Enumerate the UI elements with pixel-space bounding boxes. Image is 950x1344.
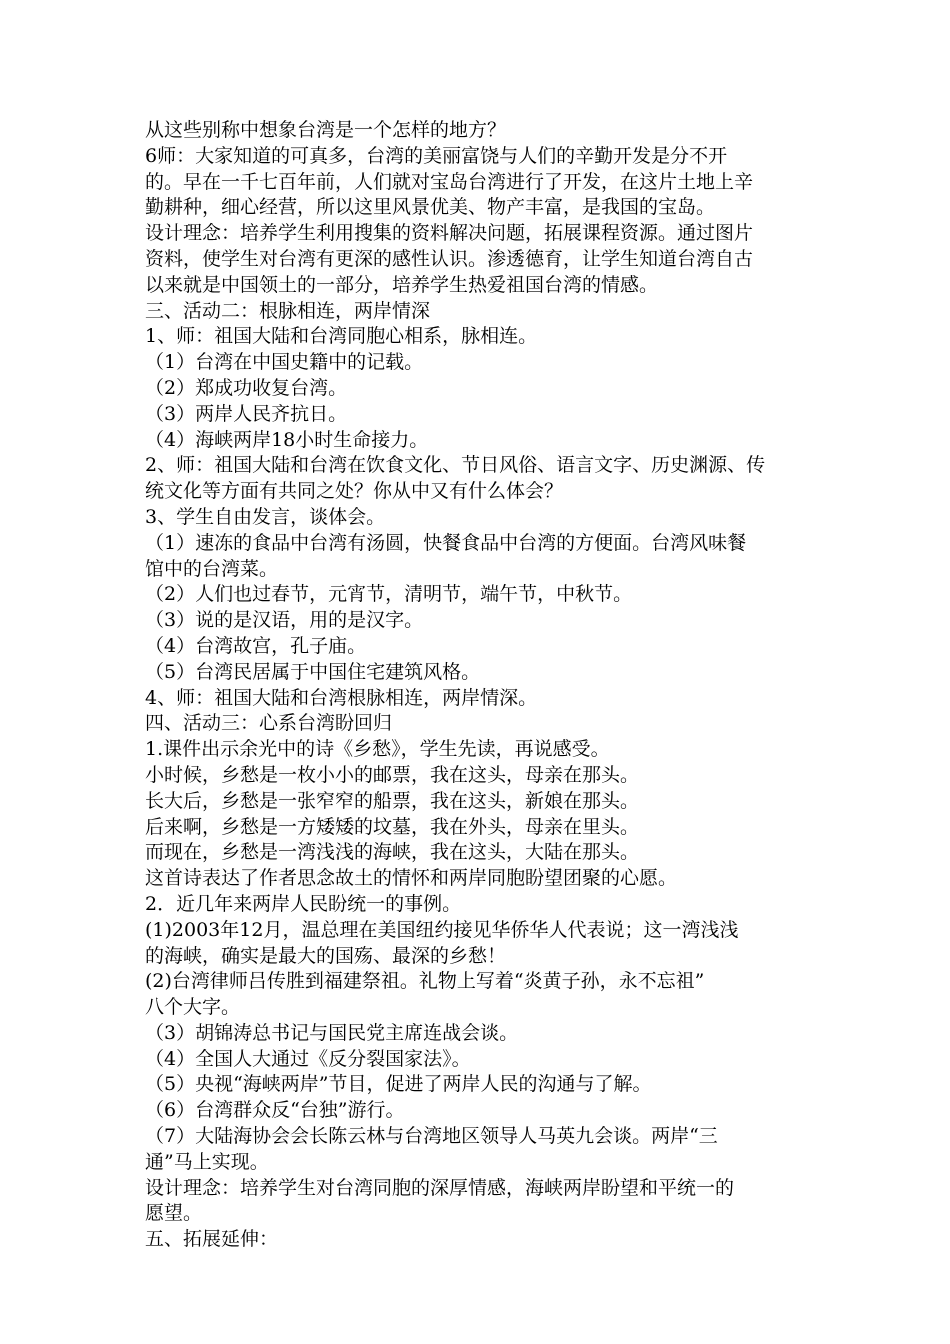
list-item: （4）全国人大通过《反分裂国家法》。 (145, 1047, 471, 1070)
list-item: （3）说的是汉语，用的是汉字。 (145, 609, 424, 632)
section-heading: 三、活动二：根脉相连，两岸情深 (145, 299, 431, 322)
list-item: （6）台湾群众反“台独”游行。 (145, 1099, 405, 1122)
list-item: （4）台湾故宫，孔子庙。 (145, 634, 367, 657)
text-line: 4、师：祖国大陆和台湾根脉相连，两岸情深。 (145, 686, 538, 709)
list-item: （3）胡锦涛总书记与国民党主席连战会谈。 (145, 1021, 519, 1044)
document-body (145, 118, 815, 1253)
text-line: 以来就是中国领土的一部分，培养学生热爱祖国台湾的情感。 (145, 273, 659, 296)
list-item: （5）台湾民居属于中国住宅建筑风格。 (145, 660, 481, 683)
text-line: 勤耕种，细心经营，所以这里风景优美、物产丰富，是我国的宝岛。 (145, 196, 716, 219)
list-item: （1）台湾在中国史籍中的记载。 (145, 351, 424, 374)
text-line: 从这些别称中想象台湾是一个怎样的地方？ (145, 119, 507, 141)
section-heading: 四、活动三：心系台湾盼回归 (145, 712, 393, 735)
text-line: 1、师：祖国大陆和台湾同胞心相系，脉相连。 (145, 325, 538, 348)
text-line: 2．近几年来两岸人民盼统一的事例。 (145, 892, 462, 915)
text-line: 馆中的台湾菜。 (145, 557, 279, 580)
text-line: 设计理念：培养学生对台湾同胞的深厚情感，海峡两岸盼望和平统一的 (145, 1176, 735, 1199)
list-item: (2)台湾律师吕传胜到福建祭祖。礼物上写着“炎黄子孙，永不忘祖” (145, 970, 705, 993)
list-item: （2）人们也过春节，元宵节，清明节，端午节，中秋节。 (145, 583, 633, 606)
text-line: 八个大字。 (145, 996, 241, 1019)
text-line: 的。早在一千七百年前，人们就对宝岛台湾进行了开发，在这片土地上辛 (145, 170, 754, 193)
list-item: （1）速冻的食品中台湾有汤圆，快餐食品中台湾的方便面。台湾风味餐 (145, 531, 747, 554)
list-item: （4）海峡两岸18小时生命接力。 (145, 428, 429, 451)
poem-line: 而现在，乡愁是一湾浅浅的海峡，我在这头，大陆在那头。 (145, 841, 640, 864)
list-item: （3）两岸人民齐抗日。 (145, 402, 348, 425)
text-line: 3、学生自由发言，谈体会。 (145, 505, 386, 528)
text-line: 设计理念：培养学生利用搜集的资料解决问题，拓展课程资源。通过图片 (145, 222, 754, 245)
list-item: （5）央视“海峡两岸”节目，促进了两岸人民的沟通与了解。 (145, 1073, 652, 1096)
text-line: 通”马上实现。 (145, 1150, 269, 1173)
list-item: （7）大陆海协会会长陈云林与台湾地区领导人马英九会谈。两岸“三 (145, 1125, 718, 1148)
text-line: 统文化等方面有共同之处？你从中又有什么体会？ (145, 480, 564, 503)
text-line: 的海峡，确实是最大的国殇、最深的乡愁！ (145, 944, 507, 967)
text-line: 1.课件出示余光中的诗《乡愁》，学生先读，再说感受。 (145, 738, 610, 761)
text-line: 愿望。 (145, 1202, 203, 1225)
text-line: 6师：大家知道的可真多，台湾的美丽富饶与人们的辛勤开发是分不开 (145, 144, 728, 167)
poem-line: 后来啊，乡愁是一方矮矮的坟墓，我在外头，母亲在里头。 (145, 815, 640, 838)
section-heading: 五、拓展延伸： (145, 1228, 279, 1251)
poem-line: 小时候，乡愁是一枚小小的邮票，我在这头，母亲在那头。 (145, 763, 640, 786)
poem-line: 长大后，乡愁是一张窄窄的船票，我在这头，新娘在那头。 (145, 789, 640, 812)
list-item: （2）郑成功收复台湾。 (145, 376, 348, 399)
text-line: 这首诗表达了作者思念故土的情怀和两岸同胞盼望团聚的心愿。 (145, 867, 678, 890)
text-line: 2、师：祖国大陆和台湾在饮食文化、节日风俗、语言文字、历史渊源、传 (145, 454, 766, 477)
text-line: 资料，使学生对台湾有更深的感性认识。渗透德育，让学生知道台湾自古 (145, 247, 754, 270)
list-item: (1)2003年12月，温总理在美国纽约接见华侨华人代表说；这一湾浅浅 (145, 918, 739, 941)
